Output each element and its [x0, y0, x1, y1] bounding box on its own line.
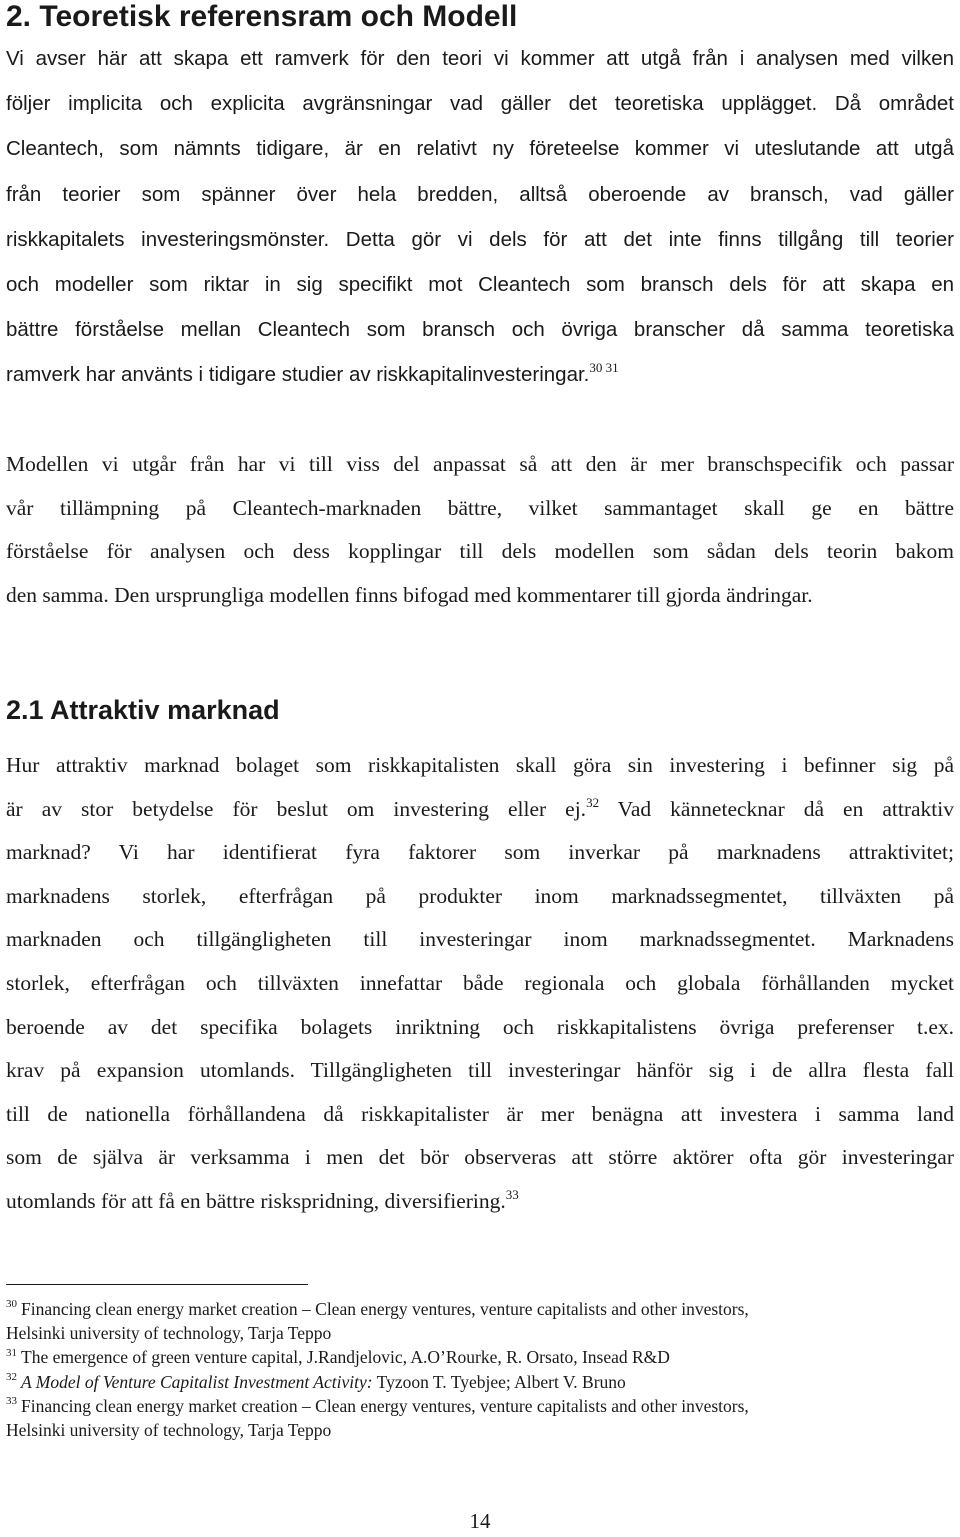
text-line: bättre förståelse mellan Cleantech som bransch och övriga branscher då samma teoretiska: [6, 318, 954, 342]
text-line: från teorier som spänner över hela bredden, alltså oberoende av bransch, vad gäller: [6, 182, 954, 206]
footnote-reference[interactable]: 33: [505, 1186, 519, 1202]
text-span: riskkapitalets investeringsmönster.: [6, 227, 330, 251]
text-span: Detta gör vi dels för att det inte finns tillgång till teorier: [329, 227, 954, 251]
text-line: [6, 217, 954, 262]
subsection-heading: 2.1 Attraktiv marknad: [6, 695, 280, 725]
text-span: Vad kännetecknar då en attraktiv: [599, 796, 954, 821]
page-number: 14: [469, 1509, 491, 1533]
footnote-reference[interactable]: 32: [586, 794, 600, 810]
footnote-number: 32: [6, 1370, 17, 1383]
text-line: [6, 352, 954, 397]
footnote-text: Financing clean energy market creation – Clean energy ventures, venture capitalists and other investors,: [21, 1299, 749, 1319]
text-span: är av stor betydelse för beslut om investering eller ej.: [6, 796, 587, 821]
text-line: som de själva är verksamma i men det bör observeras att större aktörer ofta gör investeringar: [6, 1145, 954, 1170]
text-line: Hur attraktiv marknad bolaget som riskkapitalisten skall göra sin investering i befinner sig på: [6, 753, 954, 777]
section-heading: 2. Teoretisk referensram och Modell: [6, 0, 518, 33]
footnote-text: The emergence of green venture capital, J.Randjelovic, A.O’Rourke, R. Orsato, Insead R&D: [21, 1347, 670, 1368]
text-line: den samma. Den ursprungliga modellen finns bifogad med kommentarer till gjorda ändringar.: [6, 582, 813, 607]
footnote-reference[interactable]: 30 31: [589, 360, 619, 376]
text-line: till de nationella förhållandena då riskkapitalister är mer benägna att investera i samma land: [6, 1101, 954, 1126]
footnote-number: 33: [6, 1395, 17, 1408]
text-line: vår tillämpning på Cleantech-marknaden bättre, vilket sammantaget skall ge en bättre: [6, 495, 954, 520]
footnote-number: 30: [6, 1298, 17, 1311]
footnote-title: A Model of Venture Capitalist Investment Activity:: [21, 1371, 373, 1392]
text-span: ramverk har använts i tidigare studier av riskkapitalinvesteringar.: [6, 363, 590, 387]
paragraph-model: [6, 443, 954, 617]
text-line: beroende av det specifika bolagets inriktning och riskkapitalistens övriga preferenser t.ex.: [6, 1014, 954, 1039]
text-line: krav på expansion utomlands. Tillgängligheten till investeringar hänför sig i de allra flesta fall: [6, 1058, 954, 1083]
paragraph-attractive-market: [6, 744, 954, 1224]
text-line: [6, 81, 954, 126]
footnote-30: [6, 1297, 954, 1321]
text-span: Då området: [817, 92, 954, 116]
footnote-divider: [6, 1284, 308, 1285]
text-line: förståelse för analysen och dess kopplingar till dels modellen som sådan dels teorin bakom: [6, 539, 954, 564]
footnote-text: Tyzoon T. Tyebjee; Albert V. Bruno: [372, 1371, 626, 1392]
text-line: [6, 1180, 954, 1224]
footnote-33: [6, 1394, 954, 1418]
text-line: Cleantech, som nämnts tidigare, är en relativt ny företeelse kommer vi uteslutande att utgå: [6, 137, 954, 161]
text-line: Vi avser här att skapa ett ramverk för den teori vi kommer att utgå från i analysen med vilken: [6, 47, 954, 70]
text-line: [6, 788, 954, 832]
footnote-30-continued: Helsinki university of technology, Tarja Teppo: [6, 1323, 332, 1344]
text-span: utomlands för att få en bättre riskspridning, diversifiering.: [6, 1188, 506, 1213]
text-span: följer implicita och explicita avgränsningar vad gäller det teoretiska upplägget.: [6, 92, 818, 116]
text-line: marknaden och tillgängligheten till investeringar inom marknadssegmentet. Marknadens: [6, 927, 954, 952]
text-line: marknad? Vi har identifierat fyra faktorer som inverkar på marknadens attraktivitet;: [6, 840, 954, 865]
footnote-32: [6, 1370, 954, 1394]
footnote-text: Financing clean energy market creation – Clean energy ventures, venture capitalists and other investors,: [21, 1395, 749, 1416]
text-line: och modeller som riktar in sig specifikt mot Cleantech som bransch dels för att skapa en: [6, 273, 954, 297]
text-line: marknadens storlek, efterfrågan på produkter inom marknadssegmentet, tillväxten på: [6, 883, 954, 908]
footnotes: [6, 1297, 954, 1442]
text-line: storlek, efterfrågan och tillväxten innefattar både regionala och globala förhållanden mycket: [6, 970, 954, 995]
footnote-number: 31: [6, 1346, 17, 1359]
footnote-33-continued: Helsinki university of technology, Tarja Teppo: [6, 1420, 332, 1441]
text-line: Modellen vi utgår från har vi till viss del anpassat så att den är mer branschspecifik och passar: [6, 452, 954, 476]
paragraph-intro: [6, 36, 954, 398]
footnote-31: [6, 1345, 954, 1369]
